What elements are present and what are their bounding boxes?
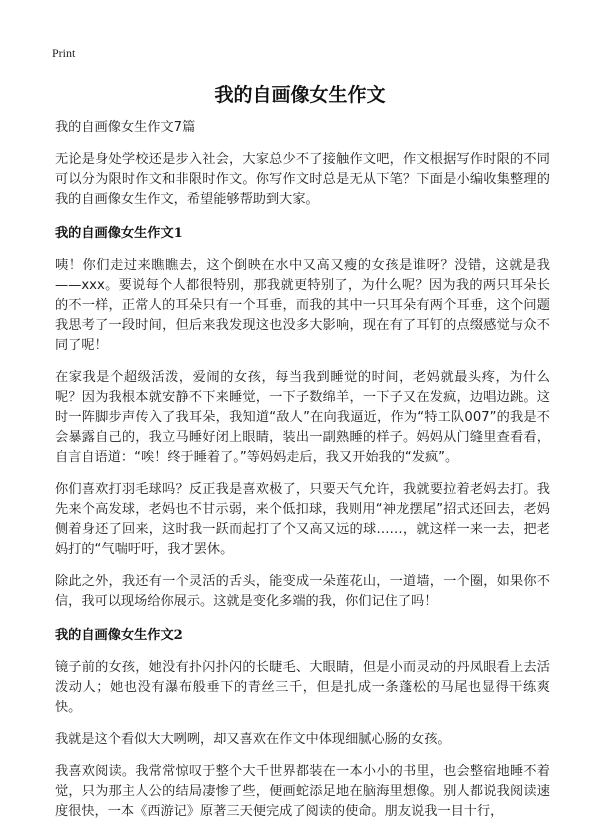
intro-paragraph: 无论是身处学校还是步入社会，大家总少不了接触作文吧，作文根据写作时限的不同可以分为限时作文和非限时作文。你写作文时总是无从下笔？下面是小编收集整理的我的自画像女生作文，希望能够帮助到大家。 (55, 152, 550, 207)
section-1-paragraph-2: 在家我是个超级活泼，爱闹的女孩，每当我到睡觉的时间，老妈就最头疼，为什么呢？因为我根本就安静不下来睡觉，一下子数绵羊，一下子又在发疯，边唱边跳。这时一阵脚步声传入了我耳朵，我知道“敌人”在向我逼近，作为“特工队007”的我是不会暴露自己的，我立马睡好闭上眼睛，装出一副熟睡的样子。妈妈从门缝里查看看，自言自语道：“唉！终于睡着了。”等妈妈走后，我又开始我的“发疯”。 (55, 370, 550, 465)
article-subtitle: 我的自画像女生作文7篇 (55, 120, 196, 135)
section-2-paragraph-3: 我喜欢阅读。我常常惊叹于整个大千世界都装在一本小小的书里，也会整宿地睡不着觉，只为那主人公的结局凄惨了些，便画蛇添足地在脑海里想像。别人都说我阅读速度很快，一本《西游记》原著三天便完成了阅读的使命。朋友说我一目十行， (55, 764, 550, 819)
print-link[interactable]: Print (52, 46, 76, 60)
page-title: 我的自画像女生作文 (214, 84, 386, 106)
section-heading-1: 我的自画像女生作文1 (55, 226, 183, 241)
section-1-paragraph-1: 咦！你们走过来瞧瞧去，这个倒映在水中又高又瘦的女孩是谁呀？没错，这就是我——xxx。要说每个人都很特别，那我就更特别了，为什么呢？因为我的两只耳朵长的不一样，正常人的耳朵只有一个耳垂，而我的其中一只耳朵有两个耳垂，这个问题我思考了一段时间，但后来我发现这也没多大影响，现在有了耳钉的点缀感觉与众不同了呢！ (55, 258, 550, 353)
section-heading-2: 我的自画像女生作文2 (55, 628, 183, 643)
section-1-paragraph-3: 你们喜欢打羽毛球吗？反正我是喜欢极了，只要天气允许，我就要拉着老妈去打。我先来个高发球，老妈也不甘示弱，来个低扣球，我则用“神龙摆尾”招式还回去，老妈侧着身还了回来，这时我一跃而起打了个又高又远的球……，就这样一来一去，把老妈打的“气喘吁吁，我才罢休。 (55, 482, 550, 557)
section-2-paragraph-2: 我就是这个看似大大咧咧，却又喜欢在作文中体现细腻心肠的女孩。 (55, 732, 451, 747)
article-body (55, 118, 550, 828)
section-2-paragraph-1: 镜子前的女孩，她没有扑闪扑闪的长睫毛、大眼睛，但是小而灵动的丹凤眼看上去活泼动人；她也没有瀑布般垂下的青丝三千，但是扎成一条蓬松的马尾也显得干练爽快。 (55, 660, 550, 715)
section-1-paragraph-4: 除此之外，我还有一个灵活的舌头，能变成一朵莲花山，一道墙，一个圈，如果你不信，我可以现场给你展示。这就是变化多端的我，你们记住了吗！ (55, 574, 550, 609)
